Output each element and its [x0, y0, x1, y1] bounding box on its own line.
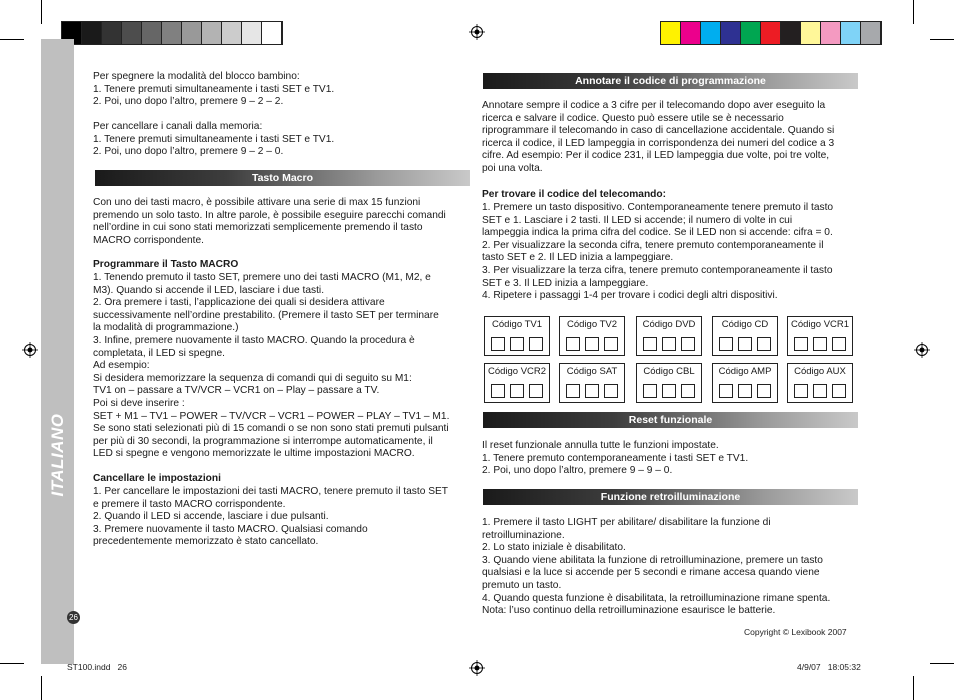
code-box-label: Código VCR2: [487, 366, 547, 377]
page-number: 26: [67, 611, 80, 624]
color-swatch: [761, 22, 781, 44]
code-box-label: Código CD: [721, 319, 769, 330]
crop-mark: [41, 676, 42, 700]
code-digit-slot: [491, 384, 505, 398]
code-digit-slot: [643, 384, 657, 398]
code-digit-slot: [510, 337, 524, 351]
code-digit-slot: [510, 384, 524, 398]
crop-mark: [913, 0, 914, 24]
backlight-body: 1. Premere il tasto LIGHT per abilitare/ disabilitare la funzione di retroilluminazione. 2. Lo stato iniziale è disabilitato. 3. Quando viene abilitata la funzione di retroilluminazione, premere un tasto qualsiasi e la luce si accende per 5 secondi e rimane accesa quando viene premuto un tasto. 4. Quando questa funzione è disabilitata, la retroilluminazione rimane spenta. Nota: l’uso continuo della retroilluminazione esaurisce le batterie.: [482, 517, 831, 617]
language-sidebar: [41, 39, 74, 664]
registration-mark-icon: [22, 342, 38, 358]
code-digit-slot: [757, 337, 771, 351]
code-digit-slot: [794, 337, 808, 351]
code-digit-slot: [662, 384, 676, 398]
macro-intro-text: Con uno dei tasti macro, è possibile attivare una serie di max 15 funzioni premendo un solo tasto. In altre parole, è possibile eseguire parecchi comandi nell’ordine in cui sono stati memorizzati semplicemente premendo il tasto MACRO corrispondente.: [93, 197, 446, 246]
color-swatch: [701, 22, 721, 44]
code-digit-slot: [662, 337, 676, 351]
code-box: [787, 316, 853, 356]
crop-mark: [41, 0, 42, 24]
color-swatch: [861, 22, 881, 44]
section-header-backlight: Funzione retroilluminazione: [483, 489, 858, 505]
child-lock-instructions: Per spegnere la modalità del blocco bambino: 1. Tenere premuti simultaneamente i tasti SET e TV1. 2. Poi, uno dopo l’altro, premere 9 – 2 – 2.: [93, 71, 335, 108]
code-box: [712, 316, 778, 356]
color-swatch: [102, 22, 122, 44]
registration-mark-icon: [914, 342, 930, 358]
language-label: ITALIANO: [48, 413, 67, 497]
color-swatch: [82, 22, 102, 44]
code-box-label: Código TV1: [492, 319, 542, 330]
code-box-label: Código TV2: [567, 319, 617, 330]
delete-channels-instructions: Per cancellare i canali dalla memoria: 1. Tenere premuti simultaneamente i tasti SET e TV1. 2. Poi, uno dopo l’altro, premere 9 – 2 – 0.: [93, 121, 335, 158]
color-swatch: [781, 22, 801, 44]
color-swatch: [122, 22, 142, 44]
color-swatch: [262, 22, 282, 44]
color-swatch: [222, 22, 242, 44]
code-digit-slot: [719, 384, 733, 398]
color-swatch: [142, 22, 162, 44]
find-code-body: 1. Premere un tasto dispositivo. Contemporaneamente tenere premuto il tasto SET e 1. Lasciare i 2 tasti. Il LED si accende; il numero di volte in cui lampeggia indica la prima cifra del codice. Se il LED non si accende: cifra = 0. 2. Per visualizzare la seconda cifra, tenere premuto contemporaneamente il tasto SET e 2. Il LED inizia a lampeggiare. 3. Per visualizzare la terza cifra, tenere premuto contemporaneamente il tasto SET e 3. Il LED inizia a lampeggiare. 4. Ripetere i passaggi 1-4 per trovare i codici degli altri dispositivi.: [482, 202, 834, 302]
code-box-label: Código DVD: [642, 319, 696, 330]
code-box-label: Código SAT: [566, 366, 618, 377]
crop-mark: [930, 39, 954, 40]
code-digit-slot: [794, 384, 808, 398]
code-digit-slot: [643, 337, 657, 351]
color-swatch: [681, 22, 701, 44]
annotate-code-body: Annotare sempre il codice a 3 cifre per il telecomando dopo aver eseguito la ricerca e salvare il codice. Questo può essere utile se è necessario riprogrammare il telecomando in caso di cancellazione accidentale. Quando si ricerca il codice, il LED lampeggia in corrispondenza dei numeri del codice a 3 cifre. Ad esempio: Per il codice 231, il LED lampeggia due volte, poi tre volte, poi una volta.: [482, 100, 835, 174]
program-macro-title: Programmare il Tasto MACRO: [93, 259, 239, 270]
registration-mark-icon: [469, 660, 485, 676]
color-swatch: [801, 22, 821, 44]
program-macro-body: 1. Tenendo premuto il tasto SET, premere uno dei tasti MACRO (M1, M2, e M3). Quando si accende il LED, lasciare i due tasti. 2. Ora premere i tasti, l’applicazione dei quali si desidera attivare successivamente nell’ordine prestabilito. (Premere il tasto SET per terminare la modalità di programmazione.) 3. Infine, premere nuovamente il tasto MACRO. Quando la procedura è completata, il LED si spegne. Ad esempio: Si desidera memorizzare la sequenza di comandi qui di seguito su M1: TV1 on – passare a TV/VCR – VCR1 on – Play – passare a TV. Poi si deve inserire : SET + M1 – TV1 – POWER – TV/VCR – VCR1 – POWER – PLAY – TV1 – M1. Se sono stati selezionati più di 15 comandi o se non sono stati premuti pulsanti per più di 30 secondi, la programmazione si interrompe automaticamente, il LED si spegne e vengono memorizzate le ultime impostazioni MACRO.: [93, 272, 450, 460]
print-timestamp: 4/9/07 18:05:32: [797, 662, 861, 672]
code-box: [787, 363, 853, 403]
code-digit-slot: [529, 384, 543, 398]
code-box: [636, 363, 702, 403]
code-box-label: Código VCR1: [790, 319, 850, 330]
code-box-label: Código AMP: [718, 366, 772, 377]
cmyk-color-bar: [660, 21, 882, 45]
code-digit-slot: [832, 337, 846, 351]
file-info: ST100.indd 26: [67, 662, 128, 672]
code-digit-slot: [681, 337, 695, 351]
section-header-macro: Tasto Macro: [95, 170, 470, 186]
crop-mark: [913, 676, 914, 700]
color-swatch: [721, 22, 741, 44]
color-swatch: [242, 22, 262, 44]
code-box-label: Código AUX: [794, 366, 846, 377]
code-digit-slot: [585, 337, 599, 351]
cancel-settings-body: 1. Per cancellare le impostazioni dei tasti MACRO, tenere premuto il tasto SET e premere il tasto MACRO corrispondente. 2. Quando il LED si accende, lasciare i due pulsanti. 3. Premere nuovamente il tasto MACRO. Qualsiasi comando precedentemente memorizzato è stato cancellato.: [93, 486, 449, 548]
registration-mark-icon: [469, 24, 485, 40]
crop-mark: [0, 663, 24, 664]
code-box: [559, 316, 625, 356]
code-digit-slot: [566, 337, 580, 351]
code-box: [484, 316, 550, 356]
color-swatch: [202, 22, 222, 44]
crop-mark: [930, 663, 954, 664]
code-digit-slot: [738, 384, 752, 398]
color-swatch: [821, 22, 841, 44]
code-digit-slot: [738, 337, 752, 351]
reset-body: Il reset funzionale annulla tutte le funzioni impostate. 1. Tenere premuto contemporaneamente i tasti SET e TV1. 2. Poi, uno dopo l’altro, premere 9 – 9 – 0.: [482, 440, 749, 477]
code-digit-slot: [719, 337, 733, 351]
code-digit-slot: [585, 384, 599, 398]
color-swatch: [162, 22, 182, 44]
copyright-notice: Copyright © Lexibook 2007: [744, 627, 847, 637]
code-box-label: Código CBL: [643, 366, 695, 377]
code-digit-slot: [604, 337, 618, 351]
code-digit-slot: [813, 384, 827, 398]
code-digit-slot: [491, 337, 505, 351]
code-box: [559, 363, 625, 403]
code-digit-slot: [604, 384, 618, 398]
color-swatch: [182, 22, 202, 44]
code-digit-slot: [566, 384, 580, 398]
color-swatch: [741, 22, 761, 44]
crop-mark: [0, 39, 24, 40]
code-box: [636, 316, 702, 356]
section-header-reset: Reset funzionale: [483, 412, 858, 428]
grayscale-color-bar: [61, 21, 283, 45]
code-digit-slot: [813, 337, 827, 351]
color-swatch: [661, 22, 681, 44]
code-box: [712, 363, 778, 403]
find-code-title: Per trovare il codice del telecomando:: [482, 189, 667, 200]
code-digit-slot: [832, 384, 846, 398]
code-digit-slot: [529, 337, 543, 351]
code-digit-slot: [757, 384, 771, 398]
cancel-settings-title: Cancellare le impostazioni: [93, 473, 221, 484]
code-digit-slot: [681, 384, 695, 398]
code-box: [484, 363, 550, 403]
section-header-annotate-code: Annotare il codice di programmazione: [483, 73, 858, 89]
color-swatch: [841, 22, 861, 44]
